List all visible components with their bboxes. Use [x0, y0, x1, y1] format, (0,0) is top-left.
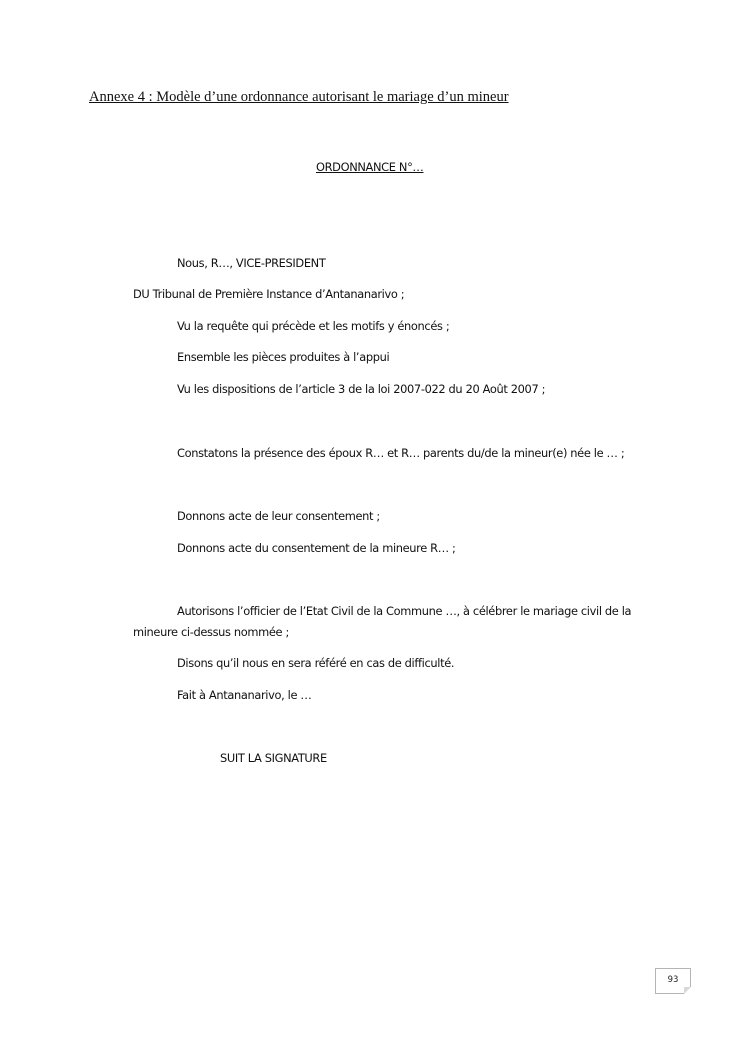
line-donnons-acte-leur: Donnons acte de leur consentement ; — [177, 509, 380, 523]
line-autorisons-1: Autorisons l’officier de l’Etat Civil de la Commune …, à célébrer le mariage civil de la — [177, 604, 632, 618]
line-vu-requete: Vu la requête qui précède et les motifs y énoncés ; — [177, 319, 450, 333]
line-tribunal: DU Tribunal de Première Instance d’Antananarivo ; — [133, 287, 405, 301]
line-fait-a: Fait à Antananarivo, le … — [177, 688, 312, 702]
signature-line: SUIT LA SIGNATURE — [220, 751, 327, 765]
line-autorisons-2: mineure ci-dessus nommée ; — [133, 625, 289, 639]
page-number-box — [655, 968, 691, 994]
line-nous-vice-president: Nous, R…, VICE-PRESIDENT — [177, 256, 326, 270]
line-donnons-acte-mineure: Donnons acte du consentement de la mineure R… ; — [177, 541, 456, 555]
annex-title: Annexe 4 : Modèle d’une ordonnance autorisant le mariage d’un mineur — [89, 89, 509, 105]
line-constatons: Constatons la présence des époux R… et R… parents du/de la mineur(e) née le … ; — [177, 446, 625, 460]
ordonnance-title: ORDONNANCE N°… — [316, 160, 424, 174]
page-number: 93 — [667, 975, 679, 985]
line-ensemble-pieces: Ensemble les pièces produites à l’appui — [177, 350, 390, 364]
line-disons: Disons qu’il nous en sera référé en cas de difficulté. — [177, 656, 455, 670]
line-vu-dispositions: Vu les dispositions de l’article 3 de la loi 2007-022 du 20 Août 2007 ; — [177, 382, 546, 396]
